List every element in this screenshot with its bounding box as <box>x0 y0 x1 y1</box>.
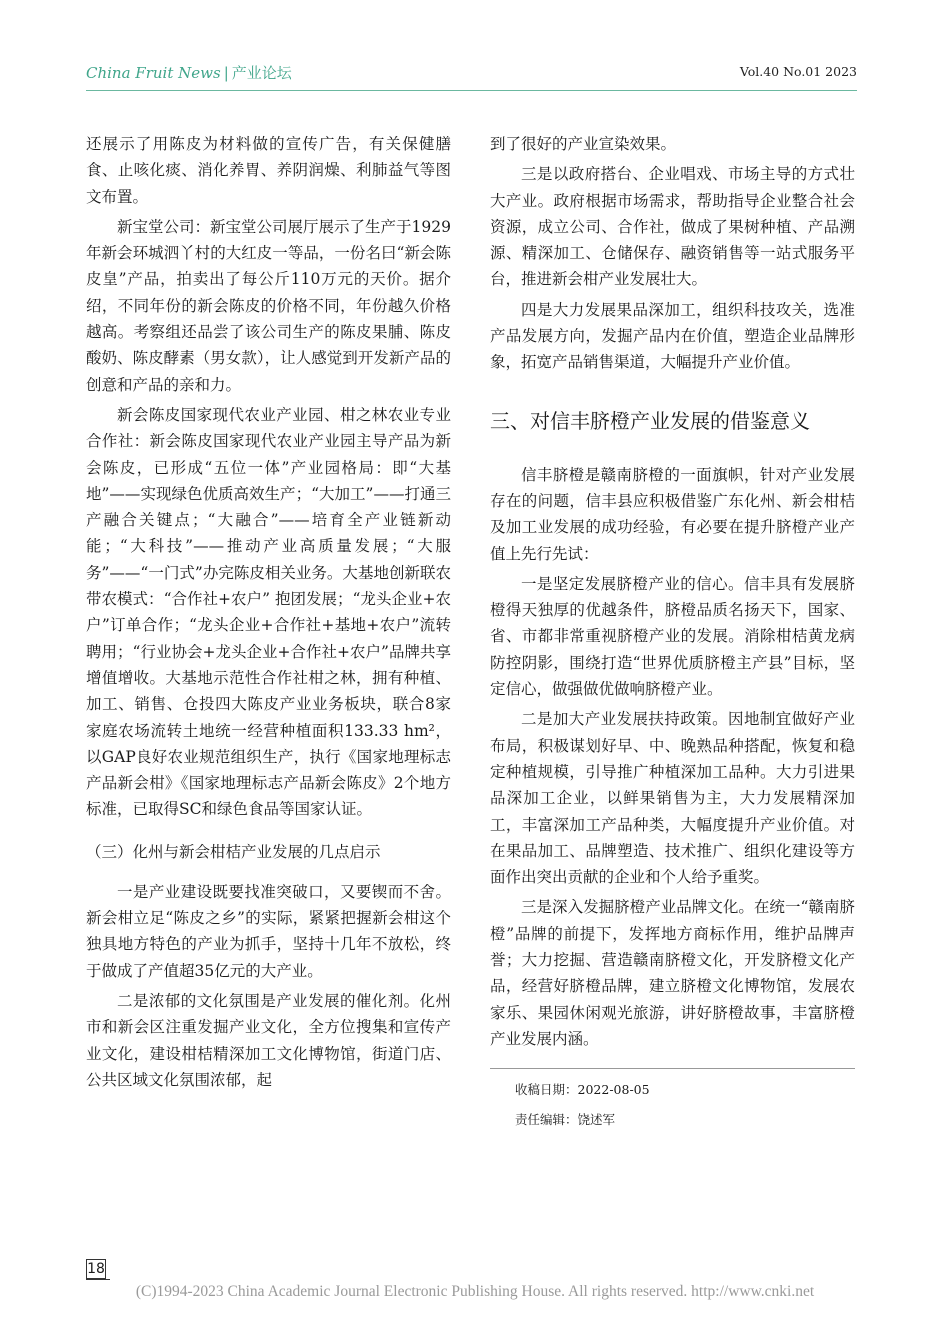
header-rule <box>86 90 857 91</box>
left-paragraph-1: 还展示了用陈皮为材料做的宣传广告，有关保健膳食、止咳化痰、消化养胃、养阴润燥、利肺益气等图文布置。 <box>86 135 451 206</box>
issue-info: Vol.40 No.01 2023 <box>739 64 857 79</box>
right-paragraph-2: 三是以政府搭台、企业唱戏、市场主导的方式壮大产业。政府根据市场需求，帮助指导企业整合社会资源，成立公司、合作社，做成了果树种植、产品溯源、精深加工、仓储保存、融资销售等一站式服务平台，推进新会柑产业发展壮大。 <box>490 165 855 289</box>
page-number-rule <box>86 1279 110 1280</box>
page-number: 18 <box>87 1261 105 1277</box>
editor-value: 饶述军 <box>577 1112 616 1128</box>
section-subheading: （三）化州与新会柑桔产业发展的几点启示 <box>86 842 381 861</box>
responsible-editor <box>490 1107 855 1133</box>
left-paragraph-5: 二是浓郁的文化氛围是产业发展的催化剂。化州市和新会区注重发掘产业文化，全方位搜集和宣传产业文化，建设柑桔精深加工文化博物馆，街道门店、公共区域文化氛围浓郁，起 <box>86 991 451 1089</box>
running-header <box>86 62 857 86</box>
right-column <box>490 131 855 1137</box>
right-paragraph-4: 信丰脐橙是赣南脐橙的一面旗帜，针对产业发展存在的问题，信丰县应积极借鉴广东化州、新会柑桔及加工业发展的成功经验，有必要在提升脐橙产业产值上先行先试： <box>490 465 855 563</box>
right-paragraph-6: 二是加大产业发展扶持政策。因地制宜做好产业布局，积极谋划好早、中、晚熟品种搭配，恢复和稳定种植规模，引导推广种植深加工品种。大力引进果品深加工企业，以鲜果销售为主，大力发展精深加工，丰富深加工产品种类，大幅度提升产业价值。对在果品加工、品牌塑造、技术推广、组织化建设等方面作出突出贡献的企业和个人给予重奖。 <box>490 710 855 887</box>
received-label: 收稿日期： <box>515 1082 578 1098</box>
right-paragraph-5: 一是坚定发展脐橙产业的信心。信丰具有发展脐橙得天独厚的优越条件，脐橙品质名扬天下，国家、省、市都非常重视脐橙产业的发展。消除柑桔黄龙病防控阴影，围绕打造“世界优质脐橙主产县”目标，坚定信心，做强做优做响脐橙产业。 <box>490 574 855 699</box>
journal-title <box>86 62 292 83</box>
copyright-watermark: (C)1994-2023 China Academic Journal Electronic Publishing House. All rights reserved. http://www.cnki.net <box>135 1283 815 1300</box>
footnote-rule <box>490 1068 855 1069</box>
section-heading: 三、对信丰脐橙产业发展的借鉴意义 <box>490 408 810 433</box>
received-value: 2022-08-05 <box>577 1082 650 1098</box>
journal-name: China Fruit News <box>86 64 221 82</box>
right-paragraph-3: 四是大力发展果品深加工，组织科技攻关，选准产品发展方向，发掘产品内在价值，塑造企业品牌形象，拓宽产品销售渠道，大幅提升产业价值。 <box>490 300 855 372</box>
section-name: 产业论坛 <box>231 64 292 82</box>
right-paragraph-1: 到了很好的产业宣染效果。 <box>490 135 677 153</box>
left-column <box>86 131 451 1097</box>
received-date <box>490 1077 855 1103</box>
left-paragraph-4: 一是产业建设既要找准突破口，又要锲而不舍。新会柑立足“陈皮之乡”的实际，紧紧把握新会柑这个独具地方特色的产业为抓手，坚持十几年不放松，终于做成了产值超35亿元的大产业。 <box>86 882 451 980</box>
editor-label: 责任编辑： <box>515 1112 578 1128</box>
right-paragraph-7: 三是深入发掘脐橙产业品牌文化。在统一“赣南脐橙”品牌的前提下，发挥地方商标作用，维护品牌声誉；大力挖掘、营造赣南脐橙文化，开发脐橙文化产品，经营好脐橙品牌，建立脐橙文化博物馆，发展农家乐、果园休闲观光旅游，讲好脐橙故事，丰富脐橙产业发展内涵。 <box>490 898 855 1048</box>
header-separator: | <box>223 64 229 82</box>
left-paragraph-3: 新会陈皮国家现代农业产业园、柑之林农业专业合作社：新会陈皮国家现代农业产业园主导产品为新会陈皮，已形成“五位一体”产业园格局：即“大基地”——实现绿色优质高效生产；“大加工”——打通三产融合关键点；“大融合”——培育全产业链新动能；“大科技”——推动产业高质量发展；“大服务”——“一门式”办完陈皮相关业务。大基地创新联农带农模式：“合作社+农户” 抱团发展；“龙头企业+农户”订单合作；“龙头企业+合作社+基地+农户”流转聘用；“行业协会+龙头企业+合作社+农户”品牌共享增值增收。大基地示范性合作社柑之林，拥有种植、加工、销售、仓投四大陈皮产业业务板块，联合8家家庭农场流转土地统一经营种植面积133.33 hm²，以GAP良好农业规范组织生产，执行《国家地理标志产品新会柑》《国家地理标志产品新会陈皮》2个地方标准，已取得SC和绿色食品等国家认证。 <box>86 405 451 819</box>
left-paragraph-2: 新宝堂公司：新宝堂公司展厅展示了生产于1929年新会环城泗丫村的大红皮一等品，一份名曰“新会陈皮皇”产品，拍卖出了每公斤110万元的天价。据介绍，不同年份的新会陈皮的价格不同，年份越久价格越高。考察组还品尝了该公司生产的陈皮果脯、陈皮酸奶、陈皮酵素（男女款），让人感觉到开发新产品的创意和产品的亲和力。 <box>86 217 451 394</box>
